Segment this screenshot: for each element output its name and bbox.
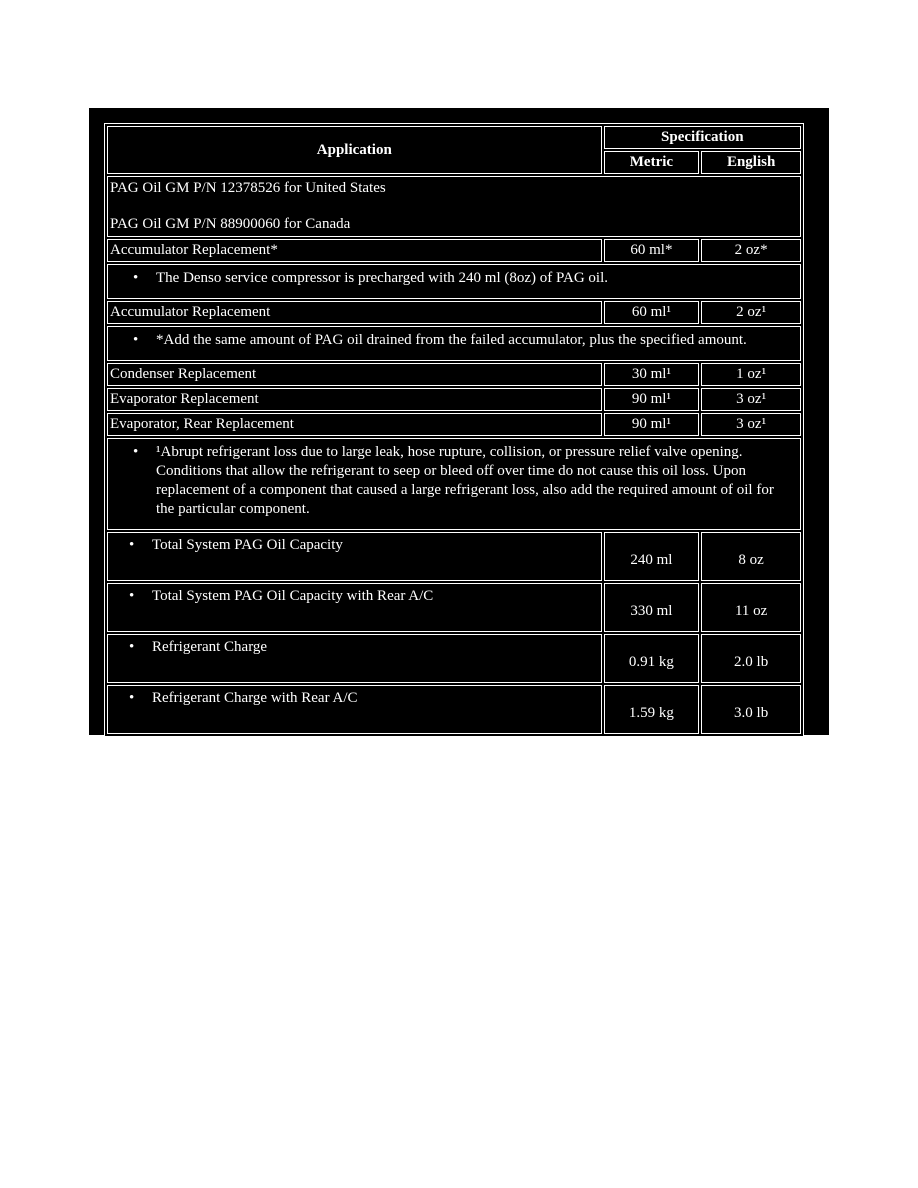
english-header: English xyxy=(701,151,801,174)
summary-row xyxy=(107,583,801,632)
note-cell xyxy=(107,264,801,299)
summary-metric-cell: 330 ml xyxy=(604,583,700,632)
application-cell: Accumulator Replacement xyxy=(107,301,602,324)
spec-panel xyxy=(89,108,829,735)
summary-row xyxy=(107,685,801,734)
note-row xyxy=(107,326,801,361)
specification-header: Specification xyxy=(604,126,801,149)
summary-english-cell: 3.0 lb xyxy=(701,685,801,734)
note-row xyxy=(107,264,801,299)
note-cell xyxy=(107,326,801,361)
application-cell: Accumulator Replacement* xyxy=(107,239,602,262)
summary-english-cell: 2.0 lb xyxy=(701,634,801,683)
summary-application-cell xyxy=(107,583,602,632)
pag-oil-row xyxy=(107,176,801,237)
summary-label: • Total System PAG Oil Capacity xyxy=(152,536,599,555)
application-cell: Evaporator, Rear Replacement xyxy=(107,413,602,436)
note-list xyxy=(114,443,794,519)
summary-metric-cell: 240 ml xyxy=(604,532,700,581)
metric-header: Metric xyxy=(604,151,700,174)
metric-cell: 60 ml* xyxy=(604,239,700,262)
summary-english-cell: 11 oz xyxy=(701,583,801,632)
summary-metric-cell: 0.91 kg xyxy=(604,634,700,683)
english-cell: 2 oz* xyxy=(701,239,801,262)
summary-row xyxy=(107,532,801,581)
note-list xyxy=(114,331,794,350)
summary-application-cell xyxy=(107,532,602,581)
summary-label: • Total System PAG Oil Capacity with Rear A/C xyxy=(152,587,599,606)
metric-cell: 60 ml¹ xyxy=(604,301,700,324)
metric-cell: 30 ml¹ xyxy=(604,363,700,386)
application-cell: Evaporator Replacement xyxy=(107,388,602,411)
denso-note: • The Denso service compressor is precharged with 240 ml (8oz) of PAG oil. xyxy=(156,269,794,288)
english-cell: 3 oz¹ xyxy=(701,388,801,411)
table-row xyxy=(107,388,801,411)
summary-metric-cell: 1.59 kg xyxy=(604,685,700,734)
english-cell: 1 oz¹ xyxy=(701,363,801,386)
pag-oil-cell xyxy=(107,176,801,237)
pag-oil-canada: PAG Oil GM P/N 88900060 for Canada xyxy=(110,216,351,232)
summary-label: • Refrigerant Charge with Rear A/C xyxy=(152,689,599,708)
summary-english-cell: 8 oz xyxy=(701,532,801,581)
metric-cell: 90 ml¹ xyxy=(604,413,700,436)
summary-label: • Refrigerant Charge xyxy=(152,638,599,657)
metric-cell: 90 ml¹ xyxy=(604,388,700,411)
application-cell: Condenser Replacement xyxy=(107,363,602,386)
add-same-note: • *Add the same amount of PAG oil drained from the failed accumulator, plus the specified amount. xyxy=(156,331,794,350)
note-row xyxy=(107,438,801,530)
note-list xyxy=(114,269,794,288)
summary-application-cell xyxy=(107,634,602,683)
table-row xyxy=(107,301,801,324)
english-cell: 2 oz¹ xyxy=(701,301,801,324)
application-header: Application xyxy=(107,126,602,174)
summary-row xyxy=(107,634,801,683)
abrupt-loss-note: • ¹Abrupt refrigerant loss due to large leak, hose rupture, collision, or pressure relief valve opening. Conditions that allow the refrigerant to seep or bleed off over time do not cause this oil loss. Upon replacement of a component that caused a large refrigerant loss, also add the required amount of oil for the particular component. xyxy=(156,443,794,519)
summary-application-cell xyxy=(107,685,602,734)
table-row xyxy=(107,413,801,436)
note-cell xyxy=(107,438,801,530)
table-row xyxy=(107,363,801,386)
table-row xyxy=(107,239,801,262)
english-cell: 3 oz¹ xyxy=(701,413,801,436)
pag-oil-us: PAG Oil GM P/N 12378526 for United States xyxy=(110,180,386,196)
specification-table xyxy=(104,123,804,737)
header-row xyxy=(107,126,801,149)
